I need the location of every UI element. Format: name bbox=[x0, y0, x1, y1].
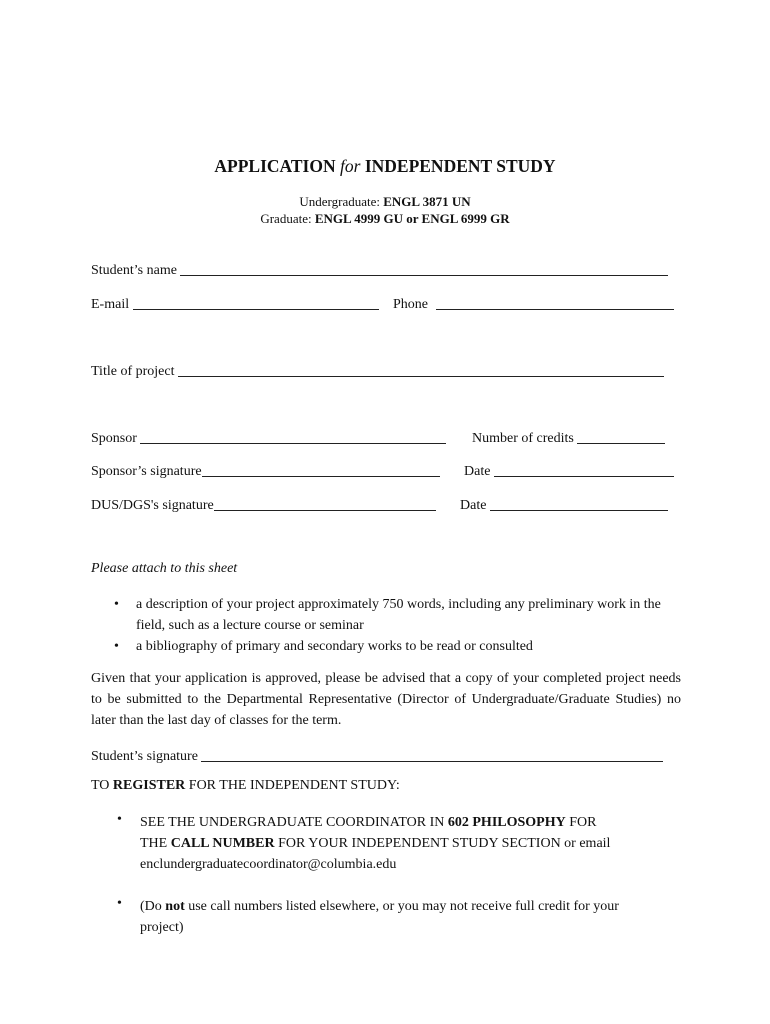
sponsor-signature-label: Sponsor’s signature bbox=[91, 464, 202, 479]
credits-line[interactable] bbox=[577, 429, 665, 444]
room-number: 602 PHILOSOPHY bbox=[447, 815, 566, 830]
date2-label: Date bbox=[460, 498, 487, 513]
register-heading bbox=[91, 778, 400, 794]
project-title-field bbox=[91, 360, 664, 380]
register-item-1 bbox=[140, 812, 610, 875]
register-text: FOR bbox=[565, 815, 597, 830]
register-heading-suffix: FOR THE INDEPENDENT STUDY: bbox=[185, 778, 400, 793]
student-name-label: Student’s name bbox=[91, 263, 177, 278]
register-item-1-line1 bbox=[140, 812, 610, 833]
register-item-2 bbox=[140, 896, 619, 938]
grad-code: ENGL 4999 GU or ENGL 6999 GR bbox=[314, 211, 510, 226]
email-field bbox=[91, 293, 379, 313]
grad-course-code bbox=[0, 211, 770, 227]
register-text: use call numbers listed elsewhere, or you may not receive full credit for your bbox=[184, 899, 619, 914]
date1-line[interactable] bbox=[494, 462, 674, 477]
student-signature-label: Student’s signature bbox=[91, 749, 198, 764]
notice-paragraph: Given that your application is approved, please be advised that a copy of your completed project needs to be submitted to the Departmental Representative (Director of Undergraduate/Graduate Studies) no later than the last day of classes for the term. bbox=[91, 671, 681, 728]
register-text: (Do bbox=[140, 899, 166, 914]
register-item-2-line1 bbox=[140, 896, 619, 917]
sponsor-signature-field bbox=[91, 460, 440, 480]
phone-field bbox=[393, 293, 674, 313]
student-signature-field bbox=[91, 745, 663, 765]
phone-line[interactable] bbox=[436, 295, 674, 310]
not-bold: not bbox=[165, 899, 185, 914]
title-for: for bbox=[340, 156, 361, 176]
dus-signature-label: DUS/DGS's signature bbox=[91, 498, 214, 513]
undergrad-label: Undergraduate: bbox=[299, 194, 380, 209]
register-heading-bold: REGISTER bbox=[112, 778, 186, 793]
register-item-2-line2: project) bbox=[140, 920, 184, 935]
call-number-bold: CALL NUMBER bbox=[170, 836, 275, 851]
attach-item-text: a description of your project approximately 750 words, including any preliminary work in the field, such as a lecture course or seminar bbox=[136, 597, 661, 633]
attach-item bbox=[108, 636, 668, 657]
register-heading-prefix: TO bbox=[91, 778, 113, 793]
date1-field bbox=[464, 460, 674, 480]
student-name-field bbox=[91, 259, 668, 279]
phone-label: Phone bbox=[393, 297, 428, 312]
register-text: SEE THE UNDERGRADUATE COORDINATOR IN bbox=[140, 815, 448, 830]
grad-label: Graduate: bbox=[260, 211, 312, 226]
student-name-line[interactable] bbox=[180, 261, 668, 276]
date2-line[interactable] bbox=[490, 496, 668, 511]
student-signature-line[interactable] bbox=[201, 747, 663, 762]
dus-signature-line[interactable] bbox=[214, 496, 436, 511]
title-part2: INDEPENDENT STUDY bbox=[364, 156, 556, 176]
form-title bbox=[0, 156, 770, 177]
attach-heading: Please attach to this sheet bbox=[91, 561, 238, 576]
email-label: E-mail bbox=[91, 297, 130, 312]
bullet-icon: • bbox=[114, 639, 119, 654]
sponsor-signature-line[interactable] bbox=[202, 462, 440, 477]
credits-label: Number of credits bbox=[472, 431, 574, 446]
credits-field bbox=[472, 427, 665, 447]
date1-label: Date bbox=[464, 464, 491, 479]
title-part1: APPLICATION bbox=[214, 156, 336, 176]
sponsor-field bbox=[91, 427, 446, 447]
attach-item bbox=[108, 594, 668, 636]
project-title-line[interactable] bbox=[178, 362, 664, 377]
bullet-icon: • bbox=[114, 597, 119, 612]
dus-signature-field bbox=[91, 494, 436, 514]
email-line[interactable] bbox=[133, 295, 379, 310]
sponsor-label: Sponsor bbox=[91, 431, 137, 446]
register-text: THE bbox=[140, 836, 171, 851]
undergrad-code: ENGL 3871 UN bbox=[383, 194, 471, 209]
register-text: FOR YOUR INDEPENDENT STUDY SECTION or email bbox=[274, 836, 611, 851]
bullet-icon: • bbox=[117, 896, 122, 911]
project-title-label: Title of project bbox=[91, 364, 175, 379]
attach-list bbox=[108, 594, 668, 657]
coordinator-email-link[interactable]: enclundergraduatecoordinator@columbia.edu bbox=[140, 857, 397, 872]
sponsor-line[interactable] bbox=[140, 429, 446, 444]
date2-field bbox=[460, 494, 668, 514]
attach-item-text: a bibliography of primary and secondary works to be read or consulted bbox=[136, 639, 533, 654]
undergrad-course-code bbox=[0, 194, 770, 210]
register-item-1-line2 bbox=[140, 833, 610, 854]
bullet-icon: • bbox=[117, 812, 122, 827]
